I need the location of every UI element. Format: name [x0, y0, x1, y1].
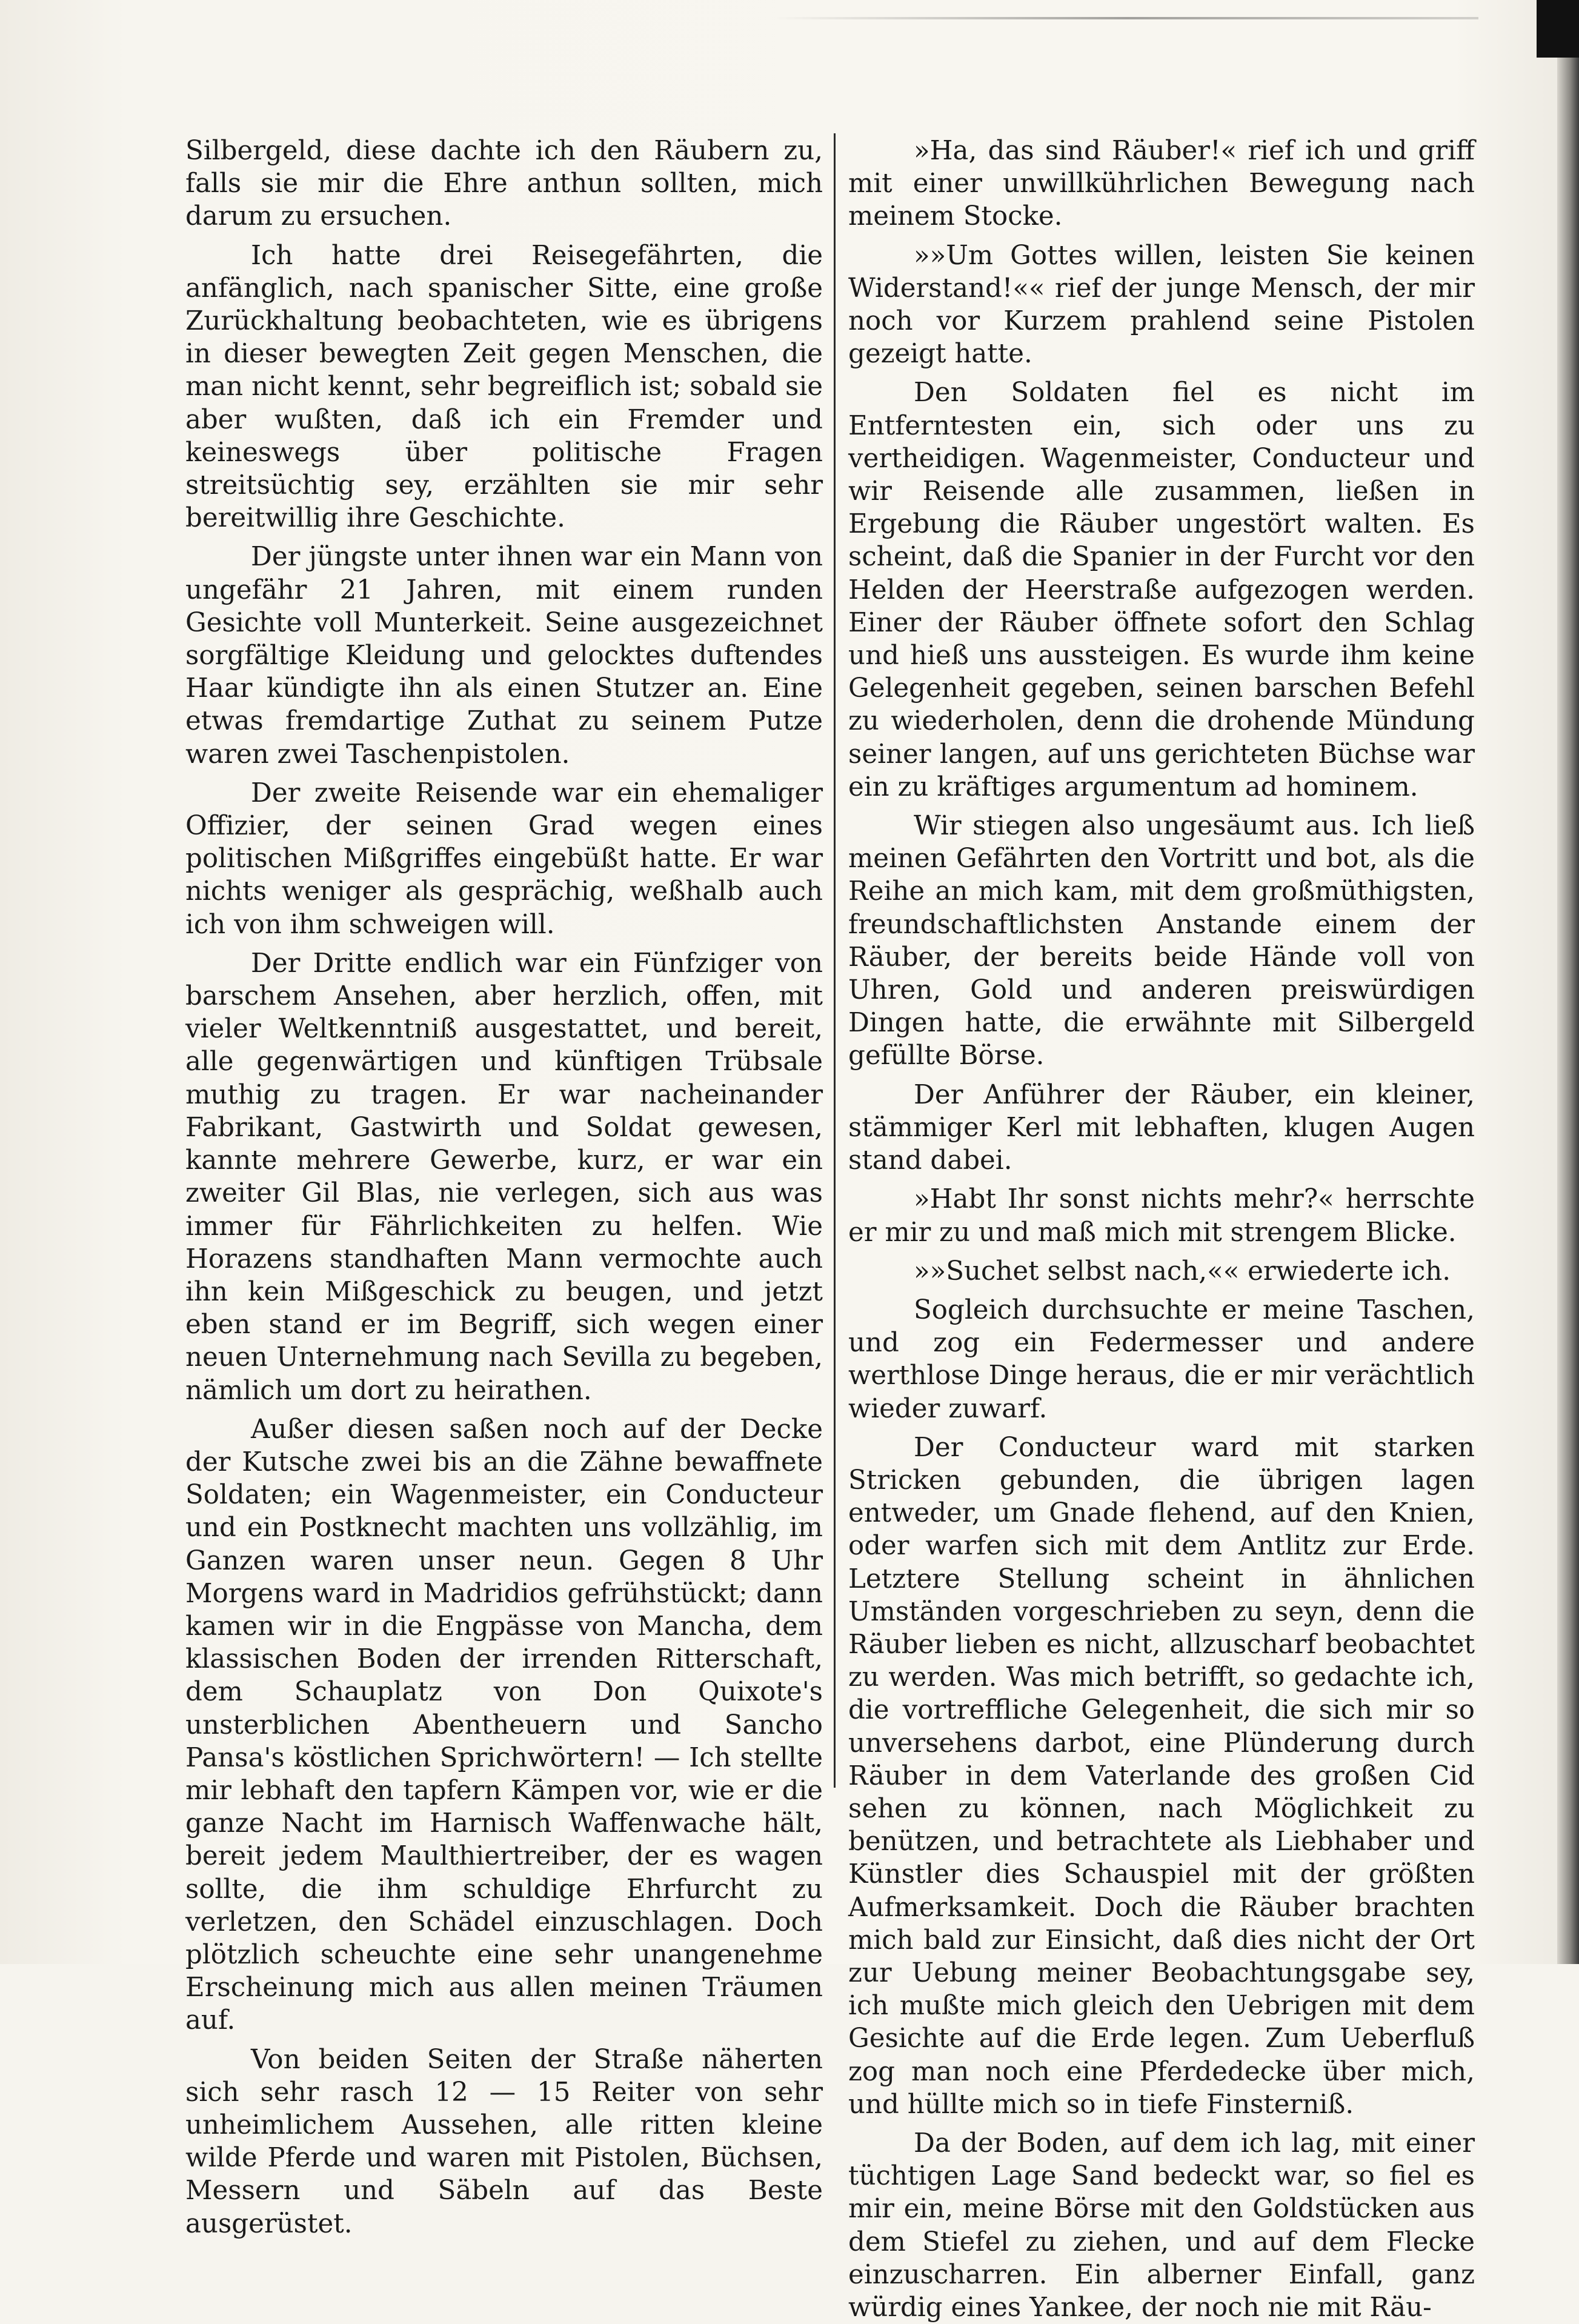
paragraph-p9: »»Um Gottes willen, leisten Sie keinen Widerstand!«« rief der junge Mensch, der mir noch vor Kurzem prahlend seine Pistolen gezeigt hatte. [848, 240, 1475, 370]
paragraph-p10: Den Soldaten fiel es nicht im Entferntesten ein, sich oder uns zu vertheidigen. Wagenmeister, Conducteur und wir Reisende alle zusammen, ließen in Ergebung die Räuber ungestört walten. Es scheint, daß die Spanier in der Furcht vor den Helden der Heerstraße aufgezogen werden. Einer der Räuber öffnete sofort den Schlag und hieß uns aussteigen. Es wurde ihm keine Gelegenheit gegeben, seinen barschen Befehl zu wiederholen, denn die drohende Mündung seiner langen, auf uns gerichteten Büchse war ein zu kräftiges argumentum ad hominem. [848, 378, 1475, 802]
paragraph-p7: Von beiden Seiten der Straße näherten sich sehr rasch 12 — 15 Reiter von sehr unheimlichem Aussehen, alle ritten kleine wilde Pferde und waren mit Pistolen, Büchsen, Messern und Säbeln auf das Beste ausgerüstet. [185, 2044, 823, 2239]
left-column [185, 135, 823, 2240]
paragraph-p13: »Habt Ihr sonst nichts mehr?« herrschte er mir zu und maß mich mit strengem Blicke. [848, 1184, 1475, 1248]
paragraph-p8: »Ha, das sind Räuber!« rief ich und griff mit einer unwillkührlichen Bewegung nach meinem Stocke. [848, 136, 1475, 232]
paragraph-p2: Ich hatte drei Reisegefährten, die anfänglich, nach spanischer Sitte, eine große Zurückhaltung beobachteten, wie es übrigens in dieser bewegten Zeit gegen Menschen, die man nicht kennt, sehr begreiflich ist; sobald sie aber wußten, daß ich ein Fremder und keineswegs über politische Fragen streitsüchtig sey, erzählten sie mir sehr bereitwillig ihre Geschichte. [185, 240, 823, 534]
paragraph-p4: Der zweite Reisende war ein ehemaliger Offizier, der seinen Grad wegen eines politischen Mißgriffes eingebüßt hatte. Er war nichts weniger als gesprächig, weßhalb auch ich von ihm schweigen will. [185, 777, 823, 940]
paragraph-p11: Wir stiegen also ungesäumt aus. Ich ließ meinen Gefährten den Vortritt und bot, als die Reihe an mich kam, mit dem großmüthigsten, freundschaftlichsten Anstande einem der Räuber, der bereits beide Hände voll von Uhren, Gold und anderen preiswürdigen Dingen hatte, die erwähnte mit Silbergeld gefüllte Börse. [848, 811, 1475, 1071]
scan-corner-shadow [1537, 0, 1579, 58]
paragraph-p14: »»Suchet selbst nach,«« erwiederte ich. [914, 1256, 1451, 1287]
paragraph-p5: Der Dritte endlich war ein Fünfziger von barschem Ansehen, aber herzlich, offen, mit vieler Weltkenntniß ausgestattet, und bereit, alle gegenwärtigen und künftigen Trübsale muthig zu tragen. Er war nacheinander Fabrikant, Gastwirth und Soldat gewesen, kannte mehrere Gewerbe, kurz, er war ein zweiter Gil Blas, nie verlegen, sich aus was immer für Fährlichkeiten zu helfen. Wie Horazens standhaften Mann vermochte auch ihn kein Mißgeschick zu beugen, und jetzt eben stand er im Begriff, sich wegen einer neuen Unternehmung nach Sevilla zu begeben, nämlich um dort zu heirathen. [185, 948, 823, 1406]
top-edge-rule [776, 17, 1478, 19]
paragraph-p17: Da der Boden, auf dem ich lag, mit einer tüchtigen Lage Sand bedeckt war, so fiel es mir ein, meine Börse mit den Goldstücken aus dem Stiefel zu ziehen, und auf dem Flecke einzuscharren. Ein alberner Einfall, ganz würdig eines Yankee, der noch nie mit Räu- [848, 2128, 1475, 2323]
page-right-edge [1557, 0, 1579, 1964]
paragraph-p1: Silbergeld, diese dachte ich den Räubern zu, falls sie mir die Ehre anthun sollten, mich darum zu ersuchen. [185, 136, 823, 232]
paragraph-p16: Der Conducteur ward mit starken Stricken gebunden, die übrigen lagen entweder, um Gnade flehend, auf den Knien, oder warfen sich mit dem Antlitz zur Erde. Letztere Stellung scheint in ähnlichen Umständen vorgeschrieben zu seyn, denn die Räuber lieben es nicht, allzuscharf beobachtet zu werden. Was mich betrifft, so gedachte ich, die vortreffliche Gelegenheit, die sich mir so unversehens darbot, eine Plünderung durch Räuber in dem Vaterlande des großen Cid sehen zu können, nach Möglichkeit zu benützen, und betrachtete als Liebhaber und Künstler dies Schauspiel mit der größten Aufmerksamkeit. Doch die Räuber brachten mich bald zur Einsicht, daß dies nicht der Ort zur Uebung meiner Beobachtungsgabe sey, ich mußte mich gleich den Uebrigen mit dem Gesichte auf die Erde legen. Zum Ueberfluß zog man noch eine Pferdedecke über mich, und hüllte mich so in tiefe Finsterniß. [848, 1432, 1475, 2120]
right-column [848, 135, 1475, 2324]
paragraph-p3: Der jüngste unter ihnen war ein Mann von ungefähr 21 Jahren, mit einem runden Gesichte voll Munterkeit. Seine ausgezeichnet sorgfältige Kleidung und gelocktes duftendes Haar kündigte ihn als einen Stutzer an. Eine etwas fremdartige Zuthat zu seinem Putze waren zwei Taschenpistolen. [185, 542, 823, 770]
paragraph-p15: Sogleich durchsuchte er meine Taschen, und zog ein Federmesser und andere werthlose Dinge heraus, die er mir verächtlich wieder zuwarf. [848, 1294, 1475, 1424]
paragraph-p6: Außer diesen saßen noch auf der Decke der Kutsche zwei bis an die Zähne bewaffnete Soldaten; ein Wagenmeister, ein Conducteur und ein Postknecht machten uns vollzählig, im Ganzen waren unser neun. Gegen 8 Uhr Morgens ward in Madridios gefrühstückt; dann kamen wir in die Engpässe von Mancha, dem klassischen Boden der irrenden Ritterschaft, dem Schauplatz von Don Quixote's unsterblichen Abentheuern und Sancho Pansa's köstlichen Sprichwörtern! — Ich stellte mir lebhaft den tapfern Kämpen vor, wie er die ganze Nacht im Harnisch Waffenwache hält, bereit jedem Maulthiertreiber, der es wagen sollte, die ihm schuldige Ehrfurcht zu verletzen, den Schädel einzuschlagen. Doch plötzlich scheuchte eine sehr unangenehme Erscheinung mich aus allen meinen Träumen auf. [185, 1414, 823, 2036]
column-divider [834, 133, 836, 1788]
paragraph-p12: Der Anführer der Räuber, ein kleiner, stämmiger Kerl mit lebhaften, klugen Augen stand dabei. [848, 1079, 1475, 1176]
